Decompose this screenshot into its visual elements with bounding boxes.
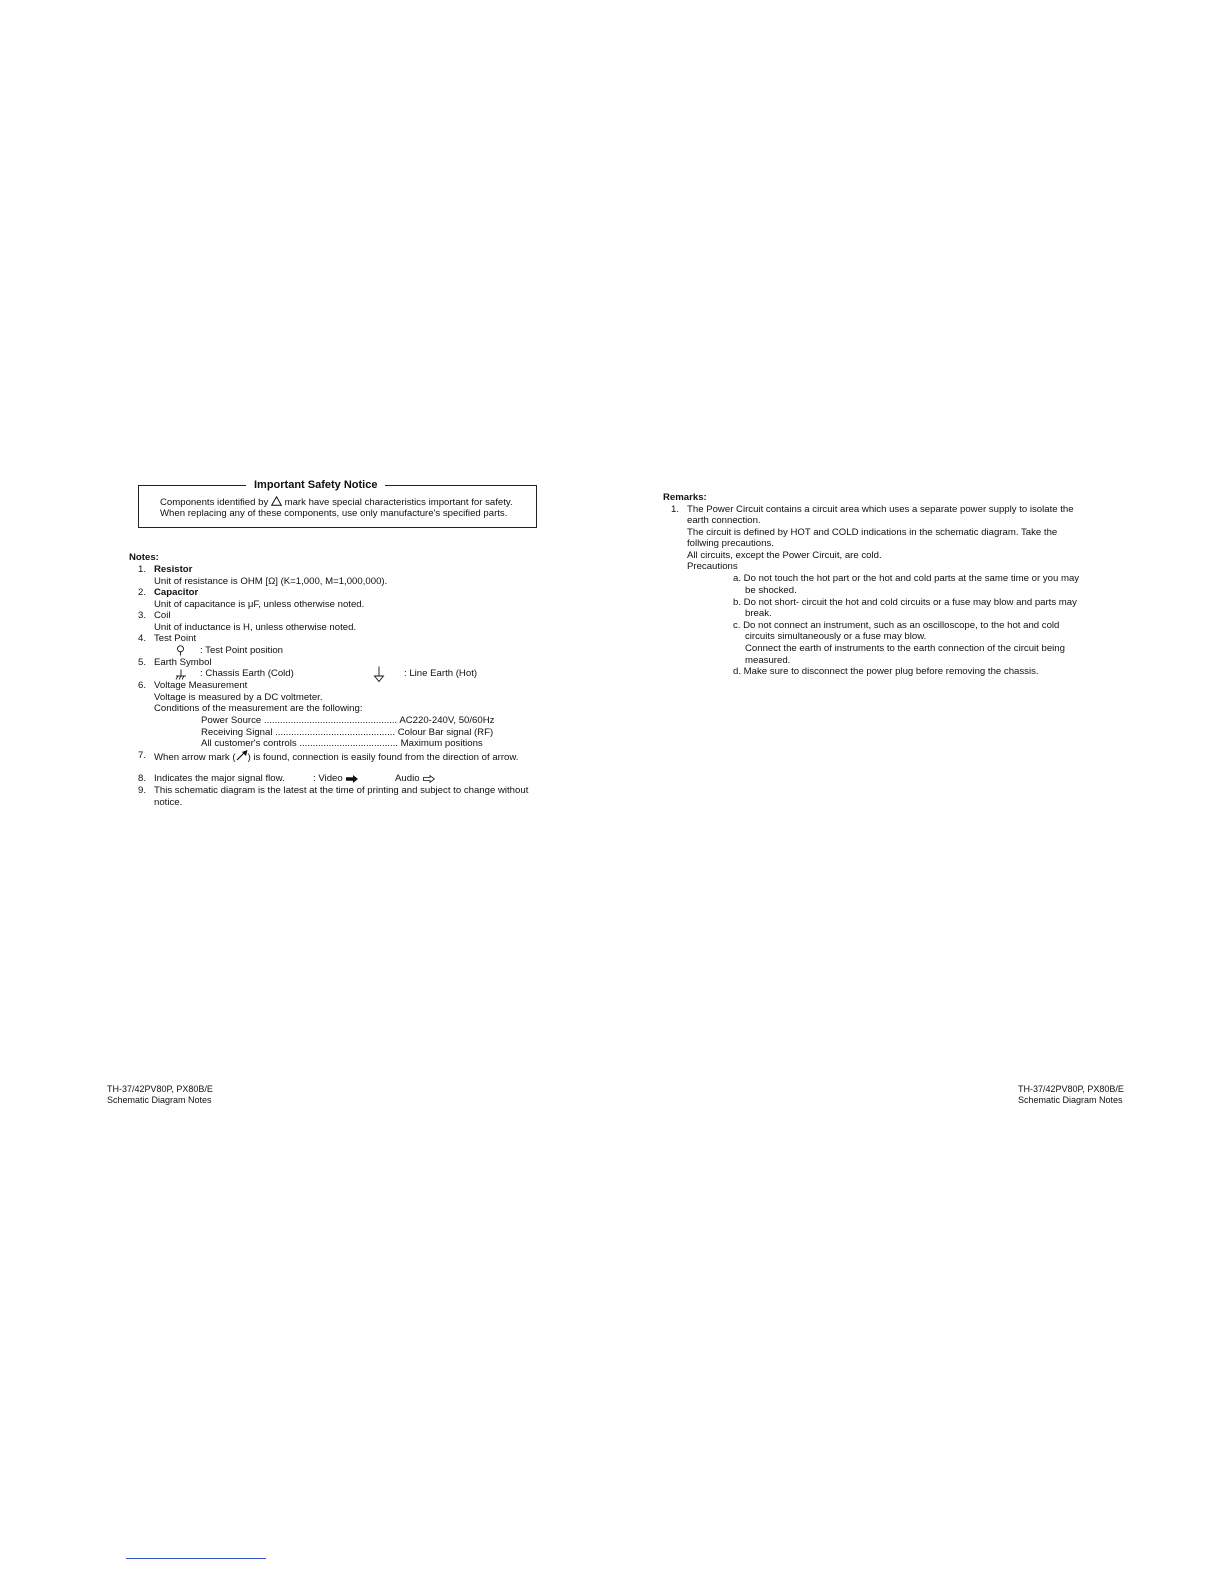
notes-heading: Notes: xyxy=(129,552,159,563)
precaution-c-line-2: circuits simultaneously or a fuse may blow. xyxy=(745,631,927,642)
remark-1-number: 1. xyxy=(671,504,680,515)
footer-left-title: Schematic Diagram Notes xyxy=(107,1095,212,1105)
solid-arrow-icon xyxy=(346,775,358,783)
note-2-text: Unit of capacitance is μF, unless otherwise noted. xyxy=(154,599,365,610)
note-1-number: 1. xyxy=(138,564,147,575)
remark-1-line-4: follwing precautions. xyxy=(687,538,774,549)
condition-customer-controls: All customer's controls ..................................... Maximum positions xyxy=(201,738,483,749)
note-2-number: 2. xyxy=(138,587,147,598)
warning-triangle-icon xyxy=(271,496,282,506)
safety-notice-line-1 xyxy=(160,496,513,509)
connection-arrow-icon xyxy=(236,750,248,761)
note-9-number: 9. xyxy=(138,785,147,796)
safety-notice-title: Important Safety Notice xyxy=(246,478,385,492)
note-8-text: Indicates the major signal flow. xyxy=(154,773,285,784)
precaution-a-line-1: a. Do not touch the hot part or the hot and cold parts at the same time or you may xyxy=(733,573,1080,584)
note-9-line-2: notice. xyxy=(154,797,183,808)
note-7-text-post: ) is found, connection is easily found from the direction of arrow. xyxy=(247,752,519,763)
footer-link-rule xyxy=(126,1558,266,1559)
note-6-title: Voltage Measurement xyxy=(154,680,248,691)
remark-1-line-2: earth connection. xyxy=(687,515,761,526)
precaution-a-line-2: be shocked. xyxy=(745,585,797,596)
condition-receiving-signal: Receiving Signal ............................................. Colour Bar signal (RF) xyxy=(201,727,494,738)
note-6-text-1: Voltage is measured by a DC voltmeter. xyxy=(154,692,323,703)
test-point-icon xyxy=(176,645,185,656)
precaution-d-line-1: d. Make sure to disconnect the power plug before removing the chassis. xyxy=(733,666,1039,677)
precaution-b-line-2: break. xyxy=(745,608,772,619)
note-8-audio-label: Audio xyxy=(395,773,420,784)
note-3-title: Coil xyxy=(154,610,171,621)
note-3-text: Unit of inductance is H, unless otherwise noted. xyxy=(154,622,357,633)
footer-left-model: TH-37/42PV80P, PX80B/E xyxy=(107,1084,213,1094)
note-5-cold-label: : Chassis Earth (Cold) xyxy=(200,668,294,679)
remark-1-line-1: The Power Circuit contains a circuit area which uses a separate power supply to isolate the xyxy=(687,504,1074,515)
note-2-title: Capacitor xyxy=(154,587,199,598)
precaution-c-line-3: Connect the earth of instruments to the earth connection of the circuit being xyxy=(745,643,1065,654)
note-5-number: 5. xyxy=(138,657,147,668)
footer-right-model: TH-37/42PV80P, PX80B/E xyxy=(1018,1084,1124,1094)
note-5-hot-label: : Line Earth (Hot) xyxy=(404,668,478,679)
note-3-number: 3. xyxy=(138,610,147,621)
precautions-label: Precautions xyxy=(687,561,738,572)
note-1-title: Resistor xyxy=(154,564,193,575)
remark-1-line-3: The circuit is defined by HOT and COLD indications in the schematic diagram. Take the xyxy=(687,527,1058,538)
line-earth-icon xyxy=(373,666,385,683)
note-5-title: Earth Symbol xyxy=(154,657,212,668)
note-7-number: 7. xyxy=(138,750,147,761)
remark-1-line-5: All circuits, except the Power Circuit, are cold. xyxy=(687,550,882,561)
precaution-b-line-1: b. Do not short- circuit the hot and cold circuits or a fuse may blow and parts may xyxy=(733,597,1077,608)
note-4-text: : Test Point position xyxy=(200,645,284,656)
precaution-c-line-4: measured. xyxy=(745,655,791,666)
condition-power-source: Power Source .................................................. AC220-240V, 50/60Hz xyxy=(201,715,495,726)
note-8-video-label: : Video xyxy=(313,773,343,784)
outline-arrow-icon xyxy=(423,775,435,783)
note-7-text-pre: When arrow mark ( xyxy=(154,752,236,763)
safety-notice-line-2: When replacing any of these components, use only manufacture's specified parts. xyxy=(160,508,508,519)
remarks-heading: Remarks: xyxy=(663,492,707,503)
note-4-title: Test Point xyxy=(154,633,197,644)
note-6-number: 6. xyxy=(138,680,147,691)
note-7-text xyxy=(154,750,518,764)
note-4-number: 4. xyxy=(138,633,147,644)
note-8-number: 8. xyxy=(138,773,147,784)
note-9-line-1: This schematic diagram is the latest at the time of printing and subject to change without xyxy=(154,785,529,796)
safety-line1-pre: Components identified by xyxy=(160,497,269,508)
safety-line1-post: mark have special characteristics important for safety. xyxy=(284,497,513,508)
precaution-c-line-1: c. Do not connect an instrument, such as an oscilloscope, to the hot and cold xyxy=(733,620,1060,631)
note-6-text-2: Conditions of the measurement are the following: xyxy=(154,703,363,714)
note-1-text: Unit of resistance is OHM [Ω] (K=1,000, M=1,000,000). xyxy=(154,576,388,587)
footer-right-title: Schematic Diagram Notes xyxy=(1018,1095,1123,1105)
